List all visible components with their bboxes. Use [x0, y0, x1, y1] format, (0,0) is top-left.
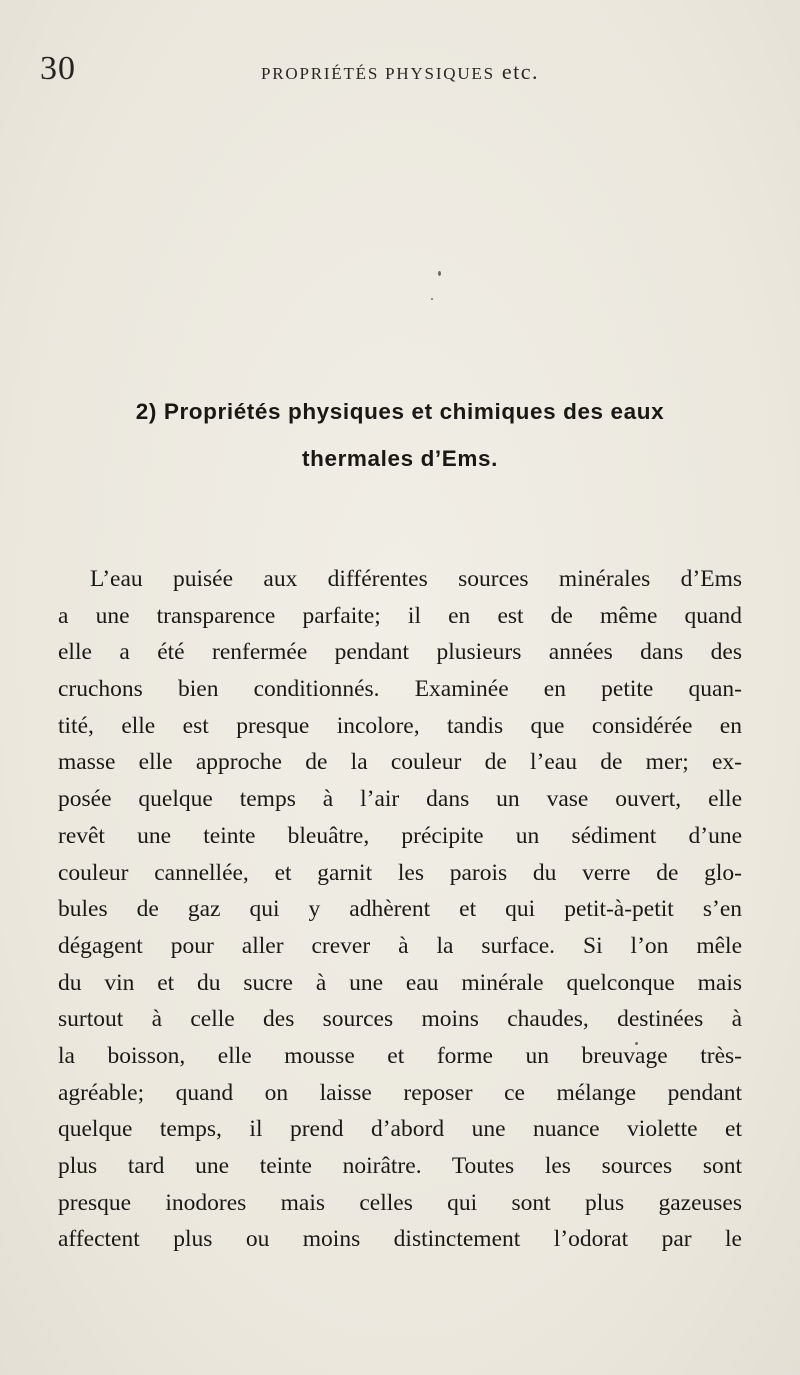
text-line: revêt une teinte bleuâtre, précipite un sédiment d’une [58, 822, 742, 849]
text-line: masse elle approche de la couleur de l’eau de mer; ex- [58, 749, 742, 776]
text-line: presque inodores mais celles qui sont plus gazeuses [58, 1189, 742, 1216]
text-line: posée quelque temps à l’air dans un vase ouvert, elle [58, 786, 742, 813]
running-head [0, 60, 800, 86]
text-line: dégagent pour aller crever à la surface. Si l’on mêle [58, 932, 742, 959]
text-line: agréable; quand on laisse reposer ce mélange pendant [58, 1079, 742, 1106]
text-line: la boisson, elle mousse et forme un breuvage très- [58, 1042, 742, 1069]
text-line: couleur cannellée, et garnit les parois du verre de glo- [58, 859, 742, 886]
scan-speck [431, 298, 433, 300]
section-heading-line-2: thermales d’Ems. [302, 446, 498, 471]
text-line: cruchons bien conditionnés. Examinée en petite quan- [58, 676, 742, 703]
text-line: bules de gaz qui y adhèrent et qui petit-à-petit s’en [58, 896, 742, 923]
text-line: du vin et du sucre à une eau minérale quelconque mais [58, 969, 742, 996]
text-line: plus tard une teinte noirâtre. Toutes les sources sont [58, 1153, 742, 1179]
running-head-etc: etc. [501, 59, 540, 84]
text-line: affectent plus ou moins distinctement l’odorat par le [58, 1226, 742, 1253]
body-paragraph [58, 561, 742, 1258]
text-line: quelque temps, il prend d’abord une nuance violette et [58, 1116, 742, 1143]
text-line: a une transparence parfaite; il en est de même quand [58, 602, 742, 629]
text-line: L’eau puisée aux différentes sources minérales d’Ems [90, 566, 742, 592]
text-line: tité, elle est presque incolore, tandis que considérée en [58, 712, 742, 739]
text-line: elle a été renfermée pendant plusieurs années dans des [58, 639, 742, 666]
scan-speck [438, 271, 441, 276]
running-head-title: PROPRIÉTÉS PHYSIQUES [260, 64, 495, 83]
text-line: surtout à celle des sources moins chaudes, destinées à [58, 1006, 742, 1033]
section-heading [0, 388, 800, 482]
page-number: 30 [40, 50, 76, 87]
section-heading-line-1: 2) Propriétés physiques et chimiques des eaux [135, 399, 665, 424]
